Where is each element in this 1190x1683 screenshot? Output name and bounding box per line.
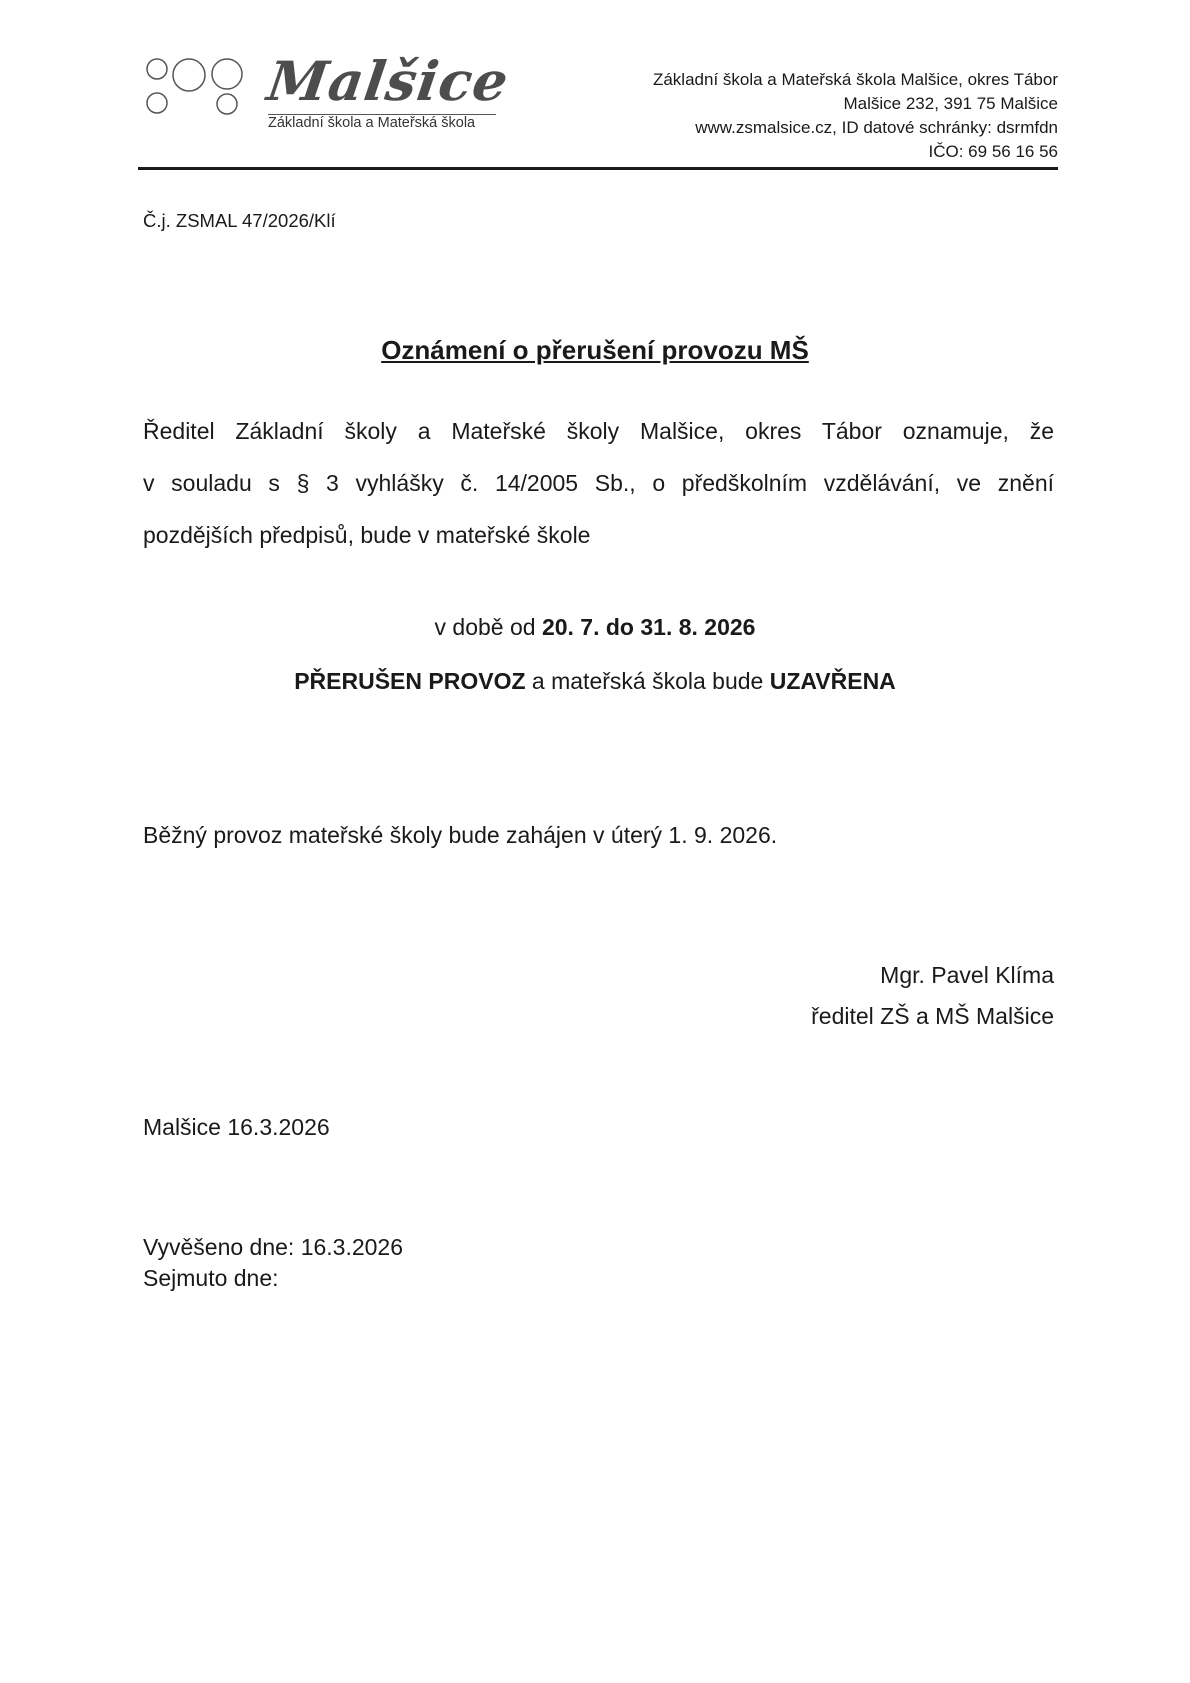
signature-block (811, 955, 1054, 1037)
closure-period (0, 614, 1190, 641)
paragraph-line: v souladu s § 3 vyhlášky č. 14/2005 Sb., o předškolním vzdělávání, ve znění (143, 470, 1054, 496)
closure-middle-text: a mateřská škola bude (525, 668, 770, 694)
closure-bold-closed: UZAVŘENA (769, 668, 896, 694)
closure-statement (0, 668, 1190, 695)
letterhead-info (653, 68, 1058, 164)
document-title: Oznámení o přerušení provozu MŠ (381, 335, 809, 365)
removed-date: Sejmuto dne: (143, 1265, 279, 1291)
letterhead-divider (138, 167, 1058, 170)
paragraph-line: Ředitel Základní školy a Mateřské školy Malšice, okres Tábor oznamuje, že (143, 418, 1054, 444)
regular-operation-notice: Běžný provoz mateřské školy bude zahájen v úterý 1. 9. 2026. (143, 822, 778, 848)
letterhead-line-web: www.zsmalsice.cz, ID datové schránky: dsrmfdn (695, 118, 1058, 137)
signatory-name: Mgr. Pavel Klíma (880, 962, 1054, 988)
letterhead-line-address: Malšice 232, 391 75 Malšice (843, 94, 1058, 113)
logo-wordmark: Malšice (263, 49, 513, 113)
letterhead-line-ico: IČO: 69 56 16 56 (928, 142, 1058, 161)
place-and-date: Malšice 16.3.2026 (143, 1114, 330, 1140)
paragraph-line: pozdějších předpisů, bude v mateřské škole (143, 522, 591, 548)
signatory-position: ředitel ZŠ a MŠ Malšice (811, 1003, 1054, 1029)
logo-subtitle: Základní škola a Mateřská škola (268, 114, 496, 132)
period-dates: 20. 7. do 31. 8. 2026 (541, 614, 756, 640)
reference-number: Č.j. ZSMAL 47/2026/Klí (143, 210, 336, 231)
period-prefix: v době od (434, 614, 542, 640)
posted-date: Vyvěšeno dne: 16.3.2026 (143, 1234, 404, 1260)
circles-logo-icon (146, 52, 266, 122)
closure-bold-interrupted: PŘERUŠEN PROVOZ (294, 668, 526, 694)
letterhead-line-school: Základní škola a Mateřská škola Malšice, okres Tábor (652, 70, 1058, 89)
announcement-paragraph (143, 405, 1054, 561)
posting-record (143, 1232, 403, 1294)
school-logo (146, 49, 513, 142)
